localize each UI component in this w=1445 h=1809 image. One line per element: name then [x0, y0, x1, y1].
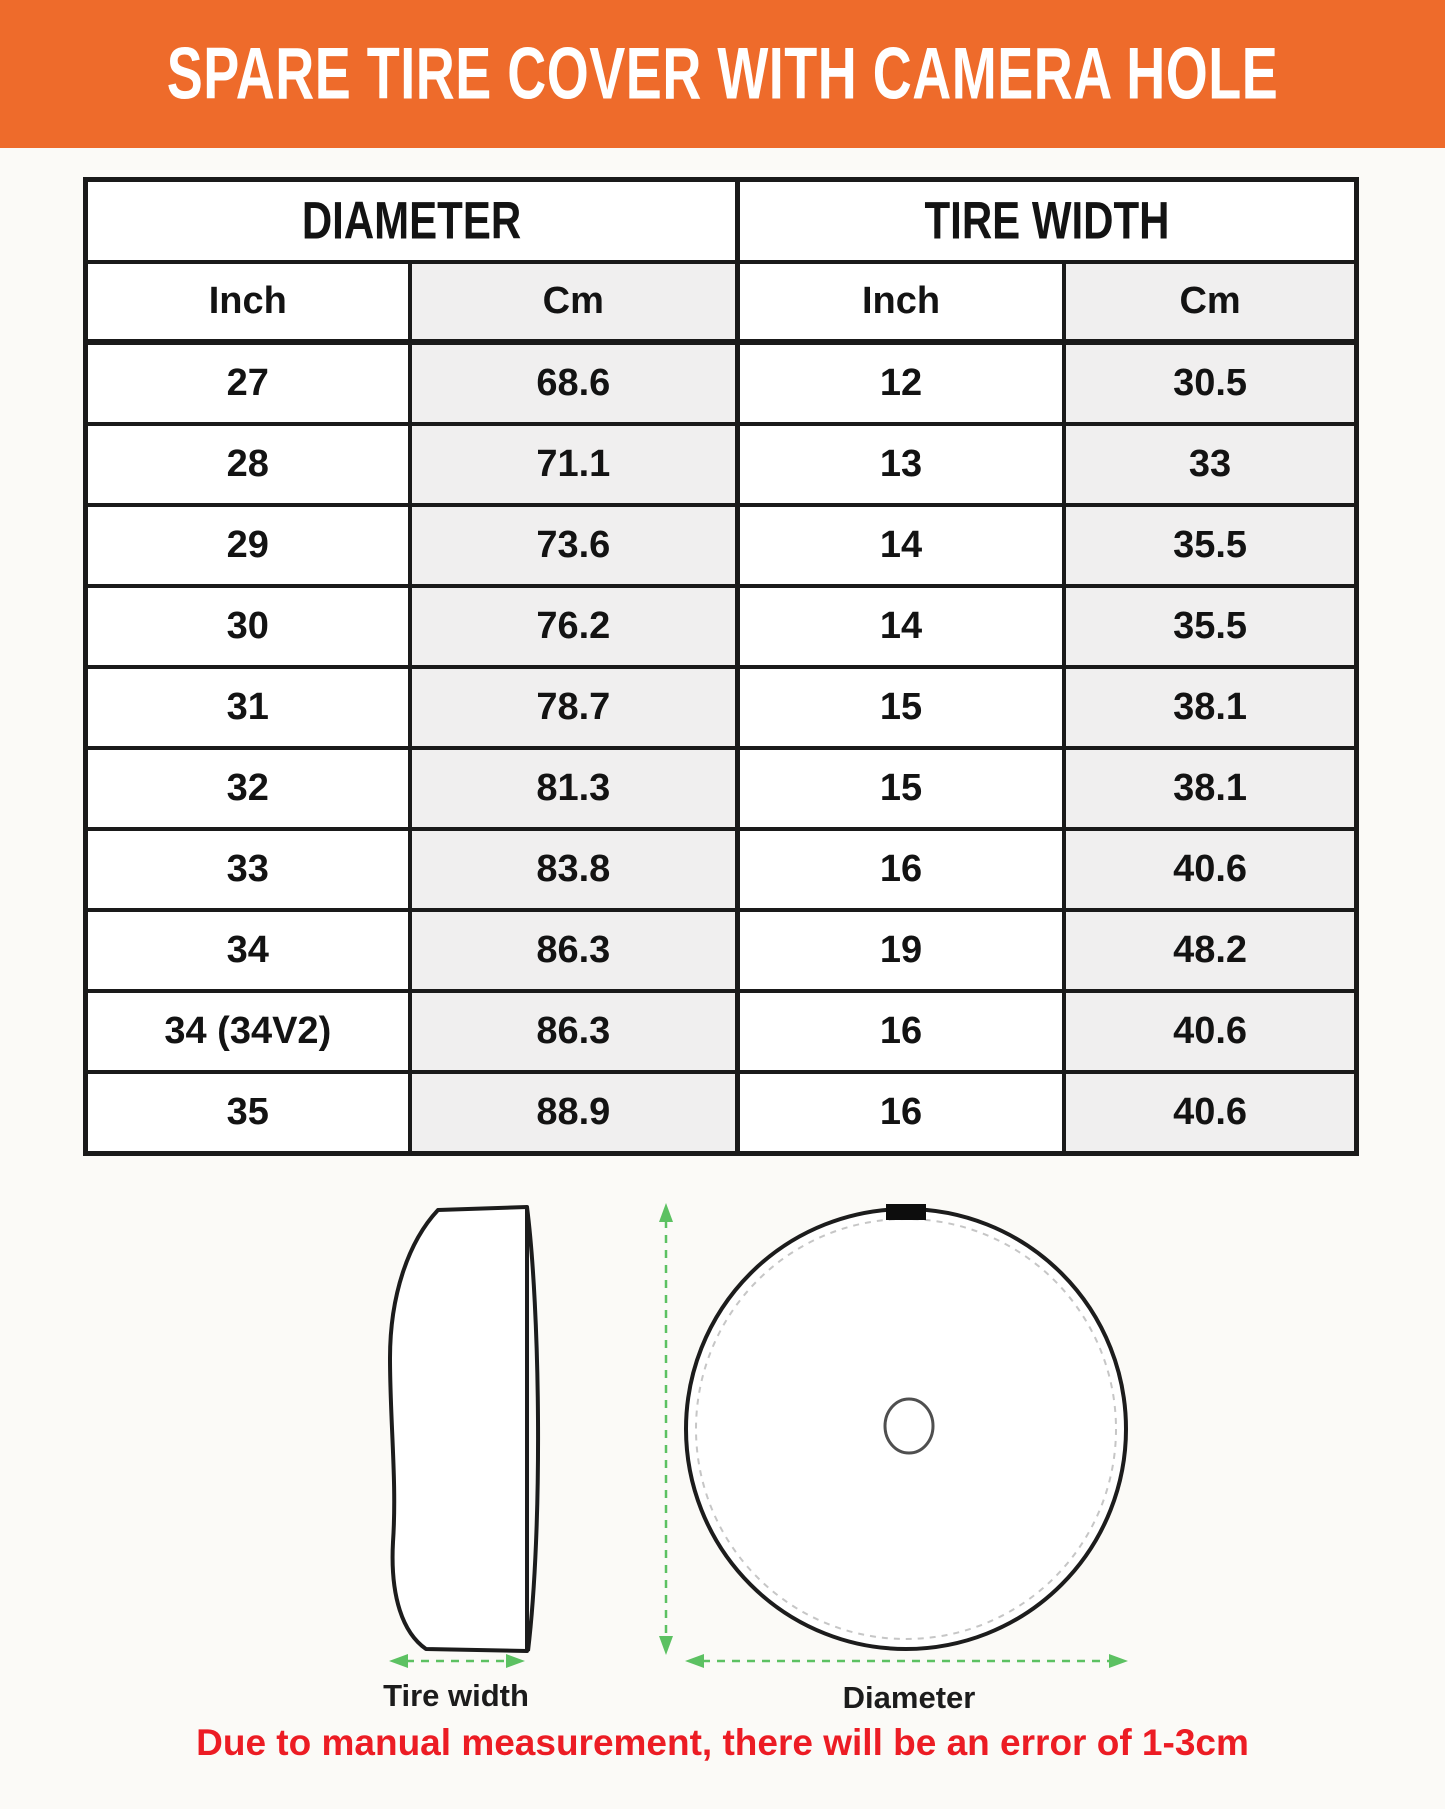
cell-width-cm: 38.1	[1064, 748, 1356, 829]
cell-width-inch: 15	[738, 667, 1065, 748]
tire-width-label: Tire width	[383, 1678, 529, 1713]
cell-diameter-inch: 33	[86, 829, 410, 910]
diameter-label: Diameter	[842, 1680, 976, 1715]
cell-diameter-cm: 78.7	[410, 667, 738, 748]
cell-width-inch: 16	[738, 1072, 1065, 1154]
cell-width-cm: 30.5	[1064, 342, 1356, 424]
cell-diameter-inch: 28	[86, 424, 410, 505]
size-chart-table	[83, 177, 1359, 1156]
tire-side-view	[390, 1207, 538, 1651]
cell-diameter-cm: 68.6	[410, 342, 738, 424]
cell-width-inch: 19	[738, 910, 1065, 991]
cell-width-cm: 38.1	[1064, 667, 1356, 748]
cell-diameter-cm: 73.6	[410, 505, 738, 586]
cell-width-inch: 14	[738, 586, 1065, 667]
cell-width-inch: 16	[738, 991, 1065, 1072]
cell-diameter-inch: 34	[86, 910, 410, 991]
cell-width-cm: 48.2	[1064, 910, 1356, 991]
cell-width-inch: 16	[738, 829, 1065, 910]
cell-diameter-cm: 88.9	[410, 1072, 738, 1154]
cell-width-cm: 33	[1064, 424, 1356, 505]
cell-width-inch: 13	[738, 424, 1065, 505]
tire-width-dimension-arrow	[389, 1654, 525, 1668]
cell-diameter-inch: 30	[86, 586, 410, 667]
cell-width-cm: 40.6	[1064, 1072, 1356, 1154]
column-header-diameter-inch: Inch	[86, 262, 410, 342]
table-row	[86, 586, 1357, 667]
table-row	[86, 342, 1357, 424]
diameter-group-header: DIAMETER	[86, 180, 738, 263]
diameter-dimension-arrow	[685, 1654, 1128, 1668]
cell-diameter-cm: 81.3	[410, 748, 738, 829]
cell-diameter-inch: 27	[86, 342, 410, 424]
table-row	[86, 505, 1357, 586]
cell-diameter-inch: 35	[86, 1072, 410, 1154]
table-row	[86, 829, 1357, 910]
cell-diameter-cm: 76.2	[410, 586, 738, 667]
cell-width-inch: 15	[738, 748, 1065, 829]
table-row	[86, 991, 1357, 1072]
cell-width-cm: 35.5	[1064, 586, 1356, 667]
cell-diameter-cm: 71.1	[410, 424, 738, 505]
header-banner	[0, 0, 1445, 148]
cell-width-inch: 14	[738, 505, 1065, 586]
tire-width-group-header: TIRE WIDTH	[738, 180, 1357, 263]
column-header-tirewidth-cm: Cm	[1064, 262, 1356, 342]
top-tab	[886, 1204, 926, 1220]
page-title: SPARE TIRE COVER WITH CAMERA HOLE	[166, 33, 1279, 115]
table-group-header-row	[86, 180, 1357, 263]
table-subheader-row	[86, 262, 1357, 342]
cell-diameter-inch: 32	[86, 748, 410, 829]
tire-measurement-diagram	[330, 1190, 1140, 1710]
table-row	[86, 667, 1357, 748]
camera-hole	[885, 1399, 933, 1453]
measurement-error-note: Due to manual measurement, there will be an error of 1-3cm	[196, 1722, 1249, 1763]
table-row	[86, 910, 1357, 991]
cell-width-cm: 40.6	[1064, 991, 1356, 1072]
table-row	[86, 424, 1357, 505]
cell-diameter-inch: 34 (34V2)	[86, 991, 410, 1072]
table-row	[86, 1072, 1357, 1154]
cell-width-cm: 35.5	[1064, 505, 1356, 586]
vertical-dimension-arrow	[659, 1203, 673, 1655]
table-row	[86, 748, 1357, 829]
cell-diameter-cm: 86.3	[410, 910, 738, 991]
cell-diameter-inch: 29	[86, 505, 410, 586]
column-header-tirewidth-inch: Inch	[738, 262, 1065, 342]
tire-front-view	[686, 1204, 1126, 1649]
cell-width-cm: 40.6	[1064, 829, 1356, 910]
cell-diameter-inch: 31	[86, 667, 410, 748]
cell-width-inch: 12	[738, 342, 1065, 424]
cell-diameter-cm: 86.3	[410, 991, 738, 1072]
column-header-diameter-cm: Cm	[410, 262, 738, 342]
cell-diameter-cm: 83.8	[410, 829, 738, 910]
